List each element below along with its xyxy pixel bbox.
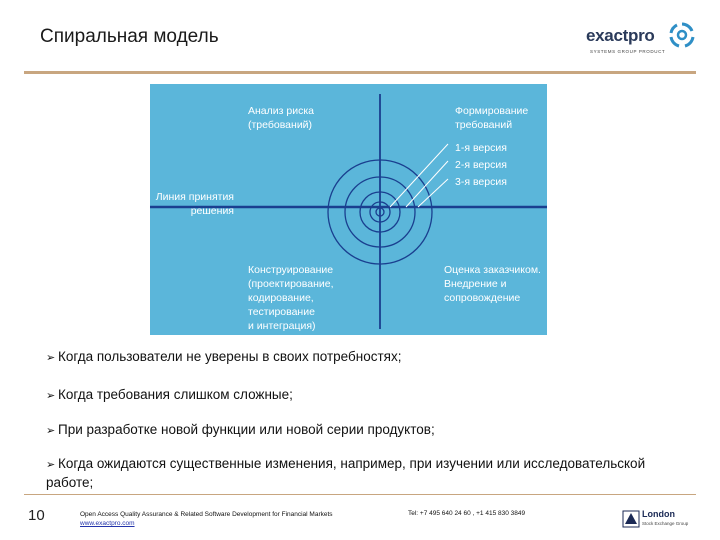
- footer-website-link[interactable]: www.exactpro.com: [80, 520, 135, 527]
- list-item: ➢ Когда пользователи не уверены в своих потребностях;: [46, 348, 686, 367]
- version-label: 1-я версия: [455, 142, 507, 154]
- version-1-pointer: [390, 144, 448, 207]
- quadrant-construction: Конструирование (проектирование, кодирование, тестирование и интеграция): [248, 264, 334, 332]
- arrow-bullet-icon: ➢: [46, 425, 56, 437]
- version-label: 3-я версия: [455, 176, 507, 188]
- footer-phones: Tel: +7 495 640 24 60 , +1 415 830 3849: [408, 510, 526, 517]
- footer-divider: [24, 494, 696, 495]
- version-labels: [455, 140, 507, 191]
- quadrant-risk-analysis: Анализ риска (требований): [248, 105, 314, 131]
- header-divider: [24, 71, 696, 74]
- lse-crest-icon: [622, 510, 640, 528]
- exactpro-logo: [586, 18, 696, 62]
- decision-line-label: Линия принятия решения: [155, 191, 234, 217]
- arrow-bullet-icon: ➢: [46, 352, 56, 364]
- logo-wordmark: exactpro: [586, 26, 655, 45]
- quadrant-customer-evaluation: Оценка заказчиком. Внедрение и сопровождение: [444, 264, 541, 304]
- page-number: 10: [28, 507, 45, 524]
- list-item: ➢ При разработке новой функции или новой серии продуктов;: [46, 421, 686, 440]
- list-item: ➢ Когда ожидаются существенные изменения, например, при изучении или исследовательской работе;: [46, 456, 646, 490]
- arrow-bullet-icon: ➢: [46, 390, 56, 402]
- exactpro-mark-icon: [669, 22, 695, 48]
- footer-company-line: Open Access Quality Assurance & Related Software Development for Financial Markets: [80, 511, 333, 518]
- lse-logo: [622, 508, 694, 532]
- page-title: Спиральная модель: [40, 26, 219, 47]
- version-label: 2-я версия: [455, 159, 507, 171]
- quadrant-requirements: Формирование требований: [455, 105, 529, 131]
- footer-company: [80, 510, 333, 528]
- version-3-pointer: [418, 179, 448, 207]
- lse-subtitle: Stock Exchange Group: [642, 521, 689, 526]
- list-item: ➢ Когда требования слишком сложные;: [46, 386, 686, 405]
- lse-wordmark: London: [642, 509, 675, 519]
- arrow-bullet-icon: ➢: [46, 459, 56, 471]
- spiral-diagram: [150, 84, 547, 335]
- logo-tagline: SYSTEMS GROUP PRODUCT: [590, 49, 666, 54]
- version-2-pointer: [406, 161, 448, 207]
